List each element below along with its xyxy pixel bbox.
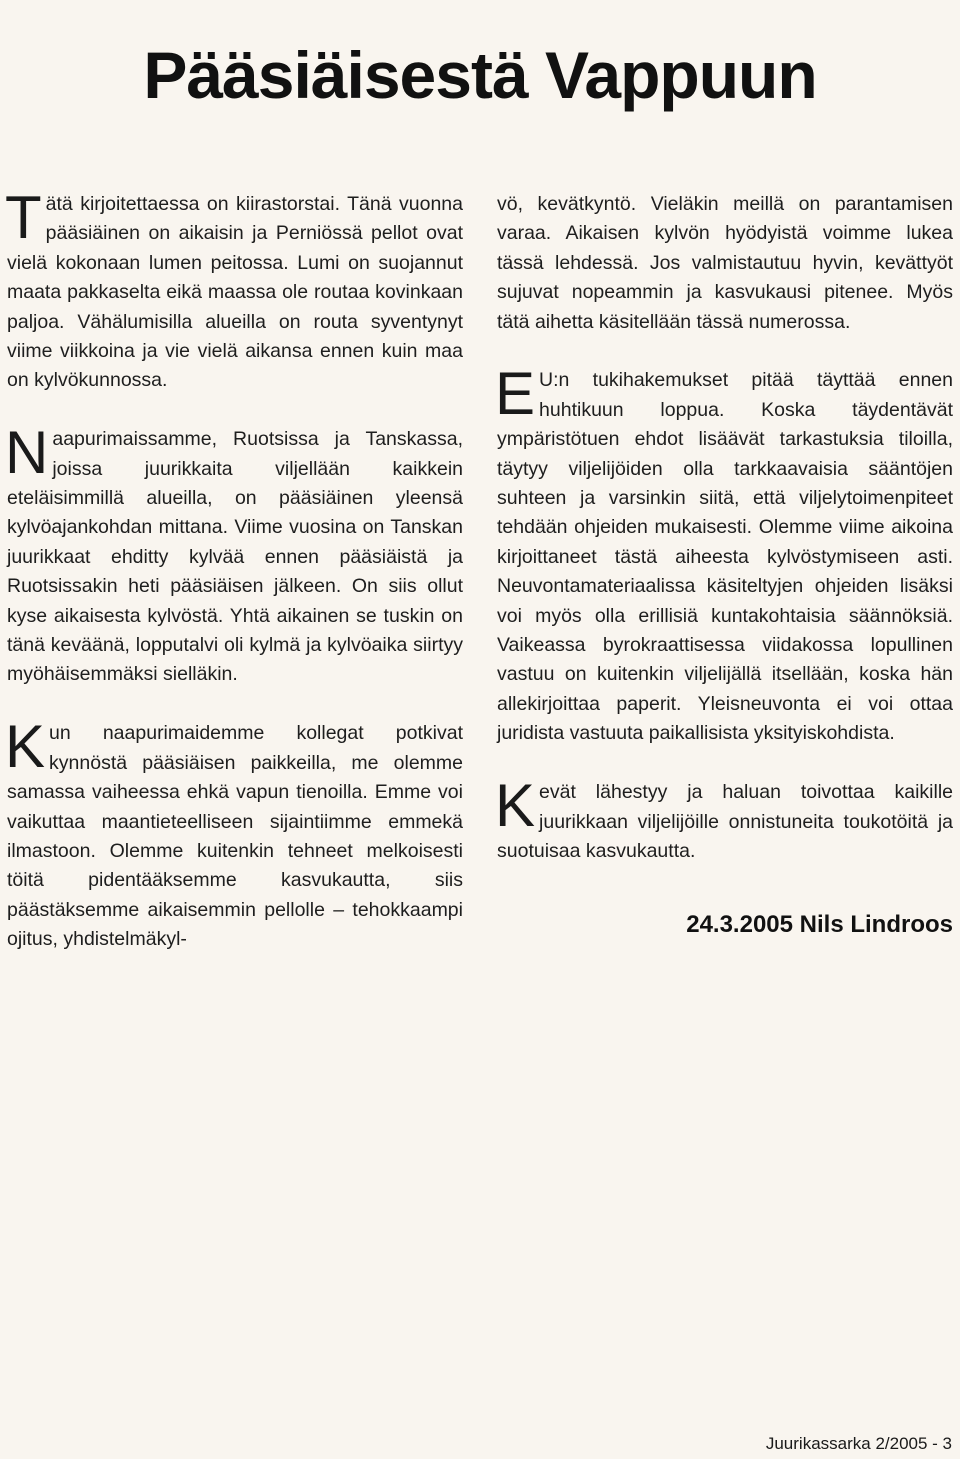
- drop-cap: T: [5, 184, 42, 251]
- paragraph: [497, 190, 953, 337]
- paragraph-text: vö, kevätkyntö. Vieläkin meillä on parantamisen varaa. Aikaisen kylvön hyödyistä voimme lukea tässä lehdessä. Jos valmistautuu hyvin, kevättyöt sujuvat nopeammin ja kasvukausi pitenee. Myös tätä aihetta käsitellään tässä numerossa.: [497, 193, 953, 333]
- paragraph: [5, 713, 463, 954]
- page-title: Pääsiäisestä Vappuun: [143, 38, 817, 113]
- paragraph: [5, 419, 463, 690]
- drop-cap: K: [495, 772, 536, 840]
- drop-cap: N: [5, 419, 49, 487]
- right-column: [497, 190, 953, 940]
- left-column: [5, 184, 463, 984]
- paragraph: [495, 772, 953, 866]
- paragraph-text: evät lähestyy ja haluan toivottaa kaikille juurikkaan viljelijöille onnistuneita toukotöitä ja suotuisaa kasvukautta.: [497, 781, 953, 862]
- drop-cap: E: [495, 360, 536, 428]
- paragraph: [5, 184, 463, 396]
- paragraph-text: un naapurimaidemme kollegat potkivat kynnöstä pääsiäisen paikkeilla, me olemme samassa vaiheessa ehkä vapun tienoilla. Emme voi vaikuttaa maantieteelliseen sijaintiimme emmekä ilmastoon. Olemme kuitenkin tehneet melkoisesti töitä pidentääksemme kasvukautta, siis päästäksemme aikaisemmin pellolle – tehokkaampi ojitus, yhdistelmäkyl-: [7, 722, 463, 951]
- signature: 24.3.2005 Nils Lindroos: [686, 911, 953, 939]
- drop-cap: K: [5, 713, 46, 781]
- paragraph-text: ätä kirjoitettaessa on kiirastorstai. Tänä vuonna pääsiäinen on aikaisin ja Perniössä pellot ovat vielä kokonaan lumen peitossa. Lumi on suojannut maata pakkaselta eikä maassa ole routaa kovinkaan paljoa. Vähälumisilla alueilla on routa syventynyt viime viikkoina ja vie vielä aikansa ennen kuin maa on kylvökunnossa.: [7, 193, 463, 392]
- paragraph: [495, 360, 953, 748]
- paragraph-text: aapurimaissamme, Ruotsissa ja Tanskassa, joissa juurikkaita viljellään kaikkein eteläisimmillä alueilla, on pääsiäinen yleensä kylvöajankohdan mittana. Viime vuosina on Tanskan juurikkaat ehditty kylvää ennen pääsiäistä ja Ruotsissakin heti pääsiäisen jälkeen. On siis ollut kyse aikaisesta kylvöstä. Yhtä aikainen se tuskin on tänä keväänä, lopputalvi oli kylmä ja kylvöaika siirtyy myöhäisemmäksi sielläkin.: [7, 428, 463, 686]
- page-footer: Juurikassarka 2/2005 - 3: [765, 1434, 952, 1453]
- paragraph-text: U:n tukihakemukset pitää täyttää ennen huhtikuun loppua. Koska täydentävät ympäristötuen ehdot lisäävät tarkastuksia tiloilla, täytyy viljelijöiden olla tarkkaavaisia sääntöjen suhteen ja varsinkin siitä, että viljelytoimenpiteet tehdään ohjeiden mukaisesti. Olemme viime aikoina kirjoittaneet tästä aiheesta kylvöstymiseen asti. Neuvontamateriaalissa käsiteltyjen ohjeiden lisäksi voi myös olla erillisiä kuntakohtaisia säännöksiä. Vaikeassa byrokraattisessa viidakossa lopullinen vastuu on kuitenkin viljelijällä itsellään, koska hän allekirjoittaa paperit. Yleisneuvonta ei voi ottaa juridista vastuuta paikallisista yksityiskohdista.: [497, 369, 953, 745]
